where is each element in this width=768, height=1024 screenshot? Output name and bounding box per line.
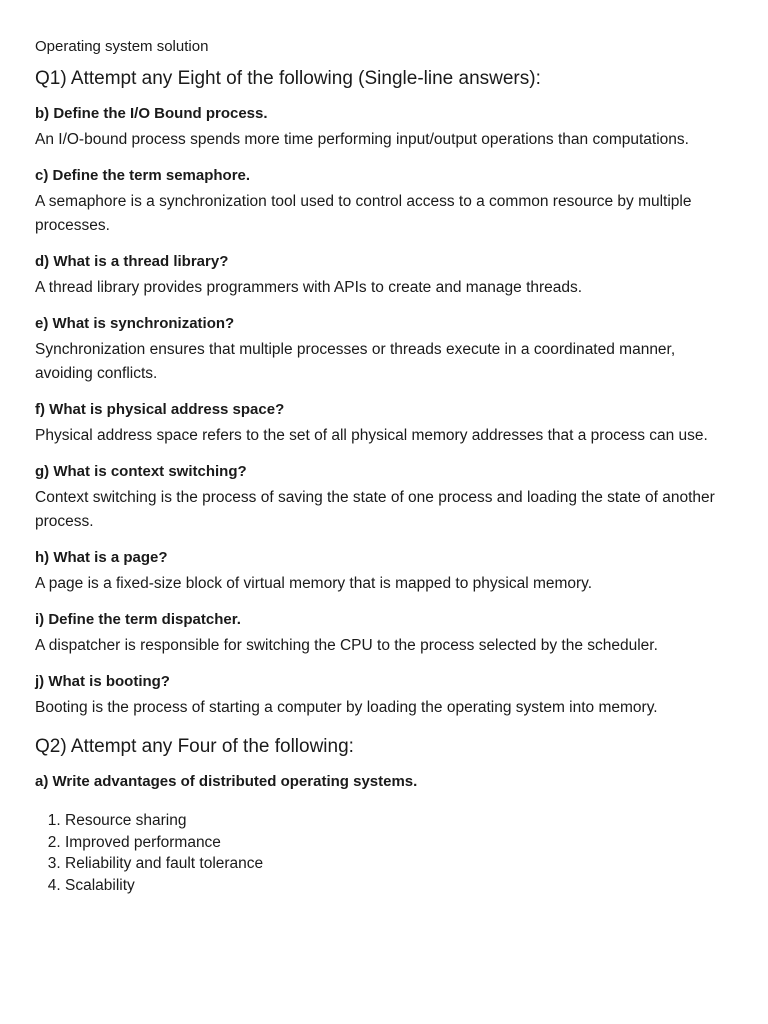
q2-question-a: a) Write advantages of distributed operating systems. — [35, 773, 418, 790]
question-text: b) Define the I/O Bound process. — [35, 105, 268, 122]
qa-item-j — [35, 672, 733, 720]
answer-text: A semaphore is a synchronization tool used to control access to a common resource by multiple processes. — [35, 193, 692, 234]
qa-item-i — [35, 610, 733, 658]
list-item: 4. Scalability — [65, 875, 733, 897]
q1-heading: Q1) Attempt any Eight of the following (Single-line answers): — [35, 68, 541, 89]
answer-text: A dispatcher is responsible for switching the CPU to the process selected by the scheduler. — [35, 637, 658, 654]
question-text: g) What is context switching? — [35, 463, 247, 480]
question-text: e) What is synchronization? — [35, 315, 235, 332]
qa-item-e — [35, 314, 733, 386]
qa-item-c — [35, 166, 733, 238]
question-text: c) Define the term semaphore. — [35, 167, 251, 184]
answer-text: A page is a fixed-size block of virtual memory that is mapped to physical memory. — [35, 575, 593, 592]
answer-text: An I/O-bound process spends more time performing input/output operations than computations. — [35, 131, 689, 148]
qa-item-d — [35, 252, 733, 300]
answer-text: A thread library provides programmers with APIs to create and manage threads. — [35, 279, 583, 296]
question-text: j) What is booting? — [35, 673, 170, 690]
qa-item-f — [35, 400, 733, 448]
question-text: h) What is a page? — [35, 549, 168, 566]
question-text: f) What is physical address space? — [35, 401, 285, 418]
qa-item-b — [35, 104, 733, 152]
list-item: 2. Improved performance — [65, 832, 733, 854]
answer-text: Physical address space refers to the set of all physical memory addresses that a process can use. — [35, 427, 708, 444]
qa-item-g — [35, 462, 733, 534]
advantages-list — [35, 810, 733, 896]
answer-text: Booting is the process of starting a computer by loading the operating system into memory. — [35, 699, 658, 716]
answer-text: Context switching is the process of saving the state of one process and loading the state of another process. — [35, 489, 715, 530]
q2-heading: Q2) Attempt any Four of the following: — [35, 736, 354, 757]
list-item: 3. Reliability and fault tolerance — [65, 853, 733, 875]
question-text: d) What is a thread library? — [35, 253, 229, 270]
answer-text: Synchronization ensures that multiple processes or threads execute in a coordinated manner, avoiding conflicts. — [35, 341, 676, 382]
question-text: i) Define the term dispatcher. — [35, 611, 241, 628]
list-item: 1. Resource sharing — [65, 810, 733, 832]
qa-item-h — [35, 548, 733, 596]
document-title: Operating system solution — [35, 38, 209, 55]
